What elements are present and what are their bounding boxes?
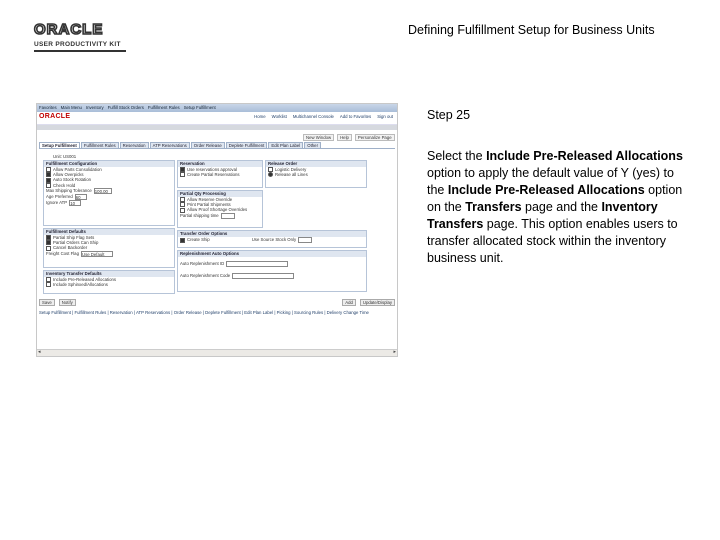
field-row [178,213,262,219]
group-transfer-order-options [177,230,367,248]
top-link[interactable]: Multichannel Console [292,114,334,119]
checkbox-label: Partial Ship Flag Sets [53,235,95,240]
checkbox[interactable] [180,208,185,213]
screenshot-top-links [254,114,393,119]
top-link[interactable]: Sign out [377,114,393,119]
top-link[interactable]: Worklist [271,114,287,119]
desc-part: Select the [427,149,487,163]
screenshot-page-links [303,134,395,141]
field-label: Use Source Stock Only [251,237,297,243]
personalize-link[interactable]: Personalize Page [355,134,395,141]
desc-part-bold: Include Pre-Released Allocations [486,149,683,163]
document-title: Defining Fulfillment Setup for Business Units [408,23,655,37]
checkbox-label: Print Partial Shipments [187,202,231,208]
checkbox-label: Allow Reserve Override [187,197,233,202]
field-label: Auto Replenishment ID [180,261,225,267]
desc-part-bold: Transfers [465,200,522,214]
menu-item[interactable]: Favorites [39,105,57,111]
desc-part: option on the [427,183,683,214]
checkbox[interactable] [180,238,185,243]
desc-part-bold: Include Pre-Released Allocations [447,183,645,197]
field-row [44,200,174,206]
screenshot-header [37,112,397,125]
save-button[interactable]: Save [39,299,55,306]
checkbox-label: Allow Proof Shortage Overrides [187,207,248,213]
checkbox-label: Partial Orders Can Ship [53,240,99,246]
oracle-upk-logo [34,22,126,52]
tab-deplete-fulfillment[interactable]: Deplete Fulfillment [226,142,268,149]
checkbox[interactable] [46,246,51,251]
partial-time-field[interactable] [221,213,235,219]
group-header: Transfer Order Options [178,231,366,237]
tab-underline [39,148,395,149]
logo-brand: ORACLE [34,21,104,38]
top-link[interactable]: Add to Favorites [339,114,372,119]
checkbox-label: Include Sphinxed/Allocations [53,282,108,288]
group-header: Replenishment Auto Options [178,251,366,257]
checkbox-label: Allow Parts Consolidation [53,167,102,172]
tab-atp-reservations[interactable]: ATP Reservations [150,142,190,149]
checkbox-label: Create Partial Reservations [187,172,240,178]
menu-item[interactable]: Main Menu [60,105,82,111]
tab-setup-fulfillment[interactable]: Setup Fulfillment [39,142,80,149]
screenshot-menu-bar [37,104,397,112]
business-unit-label: Unit: US001 [53,154,77,159]
menu-item[interactable]: Setup Fulfillment [183,105,216,111]
group-replenishment [177,250,367,292]
notify-button[interactable]: Notify [59,299,76,306]
top-link[interactable]: Home [254,114,266,119]
group-partial-qty [177,190,263,228]
group-inventory-transfer-defaults [43,270,175,294]
checkbox[interactable] [46,183,51,188]
radio[interactable] [268,172,273,177]
desc-part: option to apply the default value of Y (yes) to the [427,166,674,197]
group-release-order [265,160,367,188]
desc-part-bold: Inventory Transfers [427,200,658,231]
checkbox-label: Check Hold [53,182,76,188]
desc-part: page. This option enables users to transfer allocated stock within the inventory business unit. [427,217,678,265]
checkbox-label: Use reservations approval [187,167,237,172]
group-header: Partial Qty Processing [178,191,262,197]
desc-part: page and the [521,200,602,214]
scroll-right-icon[interactable]: ▸ [393,349,396,355]
field-row [44,251,174,257]
group-reservation [177,160,263,188]
group-header: Reservation [178,161,262,167]
add-button[interactable]: Add [342,299,356,306]
field-label: Auto Replenishment Code [180,273,231,279]
help-link[interactable]: Help [337,134,352,141]
checkbox-label: Logistic Delivery [275,167,307,172]
group-header: Fulfillment Defaults [44,229,174,235]
group-fulfillment-configuration [43,160,175,226]
tab-fulfillment-rules[interactable]: Fulfillment Rules [81,142,119,149]
checkbox-label: Cancel Backorder [53,245,88,251]
checkbox[interactable] [46,282,51,287]
field-row [178,261,366,267]
radio-row[interactable] [266,172,366,177]
field-label: Ignore ATP [46,200,68,206]
tolerance-field[interactable]: 100.00 [94,188,112,194]
source-field[interactable] [298,237,312,243]
new-window-link[interactable]: New Window [303,134,334,141]
menu-item[interactable]: Fulfillment Rules [147,105,180,111]
checkbox-label: Auto Stock Rotation [53,177,91,183]
group-header: Inventory Transfer Defaults [44,271,174,277]
group-header: Release Order [266,161,366,167]
checkbox[interactable] [180,172,185,177]
atp-field[interactable]: 10 [69,200,81,206]
checkbox-label: Create Ship [187,237,210,243]
field-label: Partial shipping time [180,213,219,218]
checkbox-row[interactable] [44,282,174,287]
field-label: Freight Cost Flag [46,251,79,256]
screenshot-oracle-logo: ORACLE [39,113,71,120]
field-label: Max Shipping Tolerance [46,188,92,194]
group-header: Fulfillment Configuration [44,161,174,167]
tab-edit-plan-label[interactable]: Edit Plan Label [268,142,303,149]
update-display-button[interactable]: Update/Display [360,299,395,306]
field-label: Age Preferred [46,194,73,200]
tab-reservation[interactable]: Reservation [120,142,149,149]
checkbox-row[interactable] [178,172,262,177]
step-description [427,148,689,267]
checkbox-label: Include Pre-Released Allocations [53,277,117,282]
replenish-code-field[interactable] [232,273,294,279]
scroll-left-icon[interactable]: ◂ [38,349,41,355]
tab-order-release[interactable]: Order Release [191,142,225,149]
age-field[interactable]: 60 [75,194,87,200]
logo-underline [34,50,126,52]
tab-other[interactable]: Other [304,142,321,149]
freight-select[interactable]: Use Default [81,251,113,257]
screenshot-page-link-row[interactable]: Setup Fulfillment | Fulfillment Rules | Reservation | ATP Reservations | Order Release | Deplete Fulfillment | Edit Plan Label | Picking | Sourcing Rules | Delivery Change Time [39,310,369,315]
horizontal-scrollbar[interactable] [37,349,397,356]
menu-item[interactable]: Fulfill Stock Orders [107,105,144,111]
menu-item[interactable]: Inventory [85,105,104,111]
radio-label: Release all Lines [275,172,308,178]
step-number: Step 25 [427,108,471,122]
checkbox-label: Allow Overpicks [53,172,84,178]
field-row [178,273,366,279]
group-fulfillment-defaults [43,228,175,268]
replenish-id-field[interactable] [226,261,288,267]
screenshot-button-bar [39,298,395,307]
checkbox-row[interactable] [178,237,366,243]
application-screenshot [36,103,398,357]
logo-tagline: USER PRODUCTIVITY KIT [34,41,121,48]
screenshot-separator [37,125,397,130]
